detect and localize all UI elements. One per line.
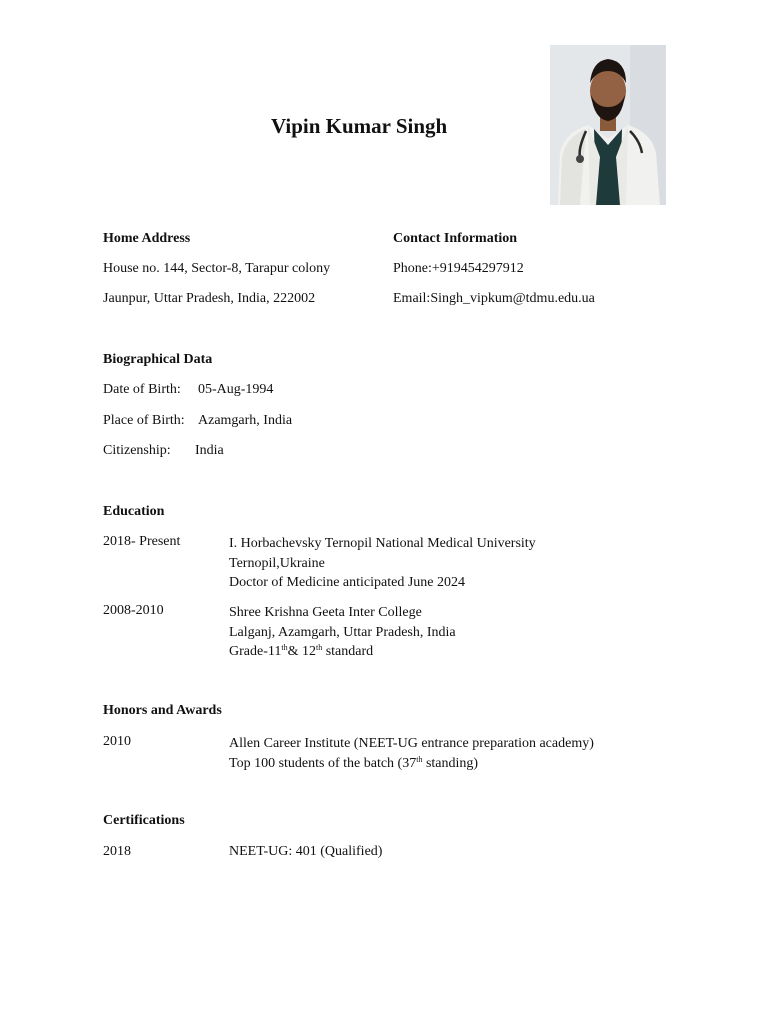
education-institution: Shree Krishna Geeta Inter College: [229, 605, 422, 620]
page-title: Vipin Kumar Singh: [271, 114, 448, 138]
citizenship-value: India: [195, 443, 224, 458]
honor-entry: [229, 734, 594, 773]
education-grade: Grade-11th& 12th standard: [229, 643, 374, 659]
citizenship-label: Citizenship:: [103, 443, 171, 458]
education-institution: I. Horbachevsky Ternopil National Medical University: [229, 536, 536, 551]
dob-label: Date of Birth:: [103, 382, 181, 397]
doctor-portrait-photo: [550, 45, 666, 205]
honors-heading: Honors and Awards: [103, 703, 222, 718]
pob-label: Place of Birth:: [103, 413, 185, 428]
education-location: Ternopil,Ukraine: [229, 555, 325, 571]
certifications-heading: Certifications: [103, 813, 185, 828]
education-period: 2018- Present: [103, 534, 181, 549]
education-entry: [229, 603, 456, 662]
pob-value: Azamgarh, India: [198, 413, 293, 428]
email-text: Email:Singh_vipkum@tdmu.edu.ua: [393, 291, 595, 306]
education-location: Lalganj, Azamgarh, Uttar Pradesh, India: [229, 624, 456, 640]
home-address-heading: Home Address: [103, 231, 191, 246]
education-degree: Doctor of Medicine anticipated June 2024: [229, 575, 465, 590]
portrait-illustration: [550, 45, 666, 205]
education-heading: Education: [103, 504, 165, 519]
biographical-heading: Biographical Data: [103, 352, 213, 367]
honor-year: 2010: [103, 734, 131, 749]
dob-value: 05-Aug-1994: [198, 382, 274, 397]
education-entry: [229, 534, 536, 593]
honor-institution: Allen Career Institute (NEET-UG entrance preparation academy): [229, 736, 594, 751]
education-period: 2008-2010: [103, 603, 164, 618]
phone-text: Phone:+919454297912: [393, 261, 524, 276]
contact-heading: Contact Information: [393, 231, 518, 246]
honor-detail: Top 100 students of the batch (37th standing): [229, 754, 479, 771]
address-line-2: Jaunpur, Uttar Pradesh, India, 222002: [103, 291, 316, 306]
certification-text: NEET-UG: 401 (Qualified): [229, 844, 383, 859]
certification-year: 2018: [103, 844, 131, 859]
address-line-1: House no. 144, Sector-8, Tarapur colony: [103, 261, 331, 276]
